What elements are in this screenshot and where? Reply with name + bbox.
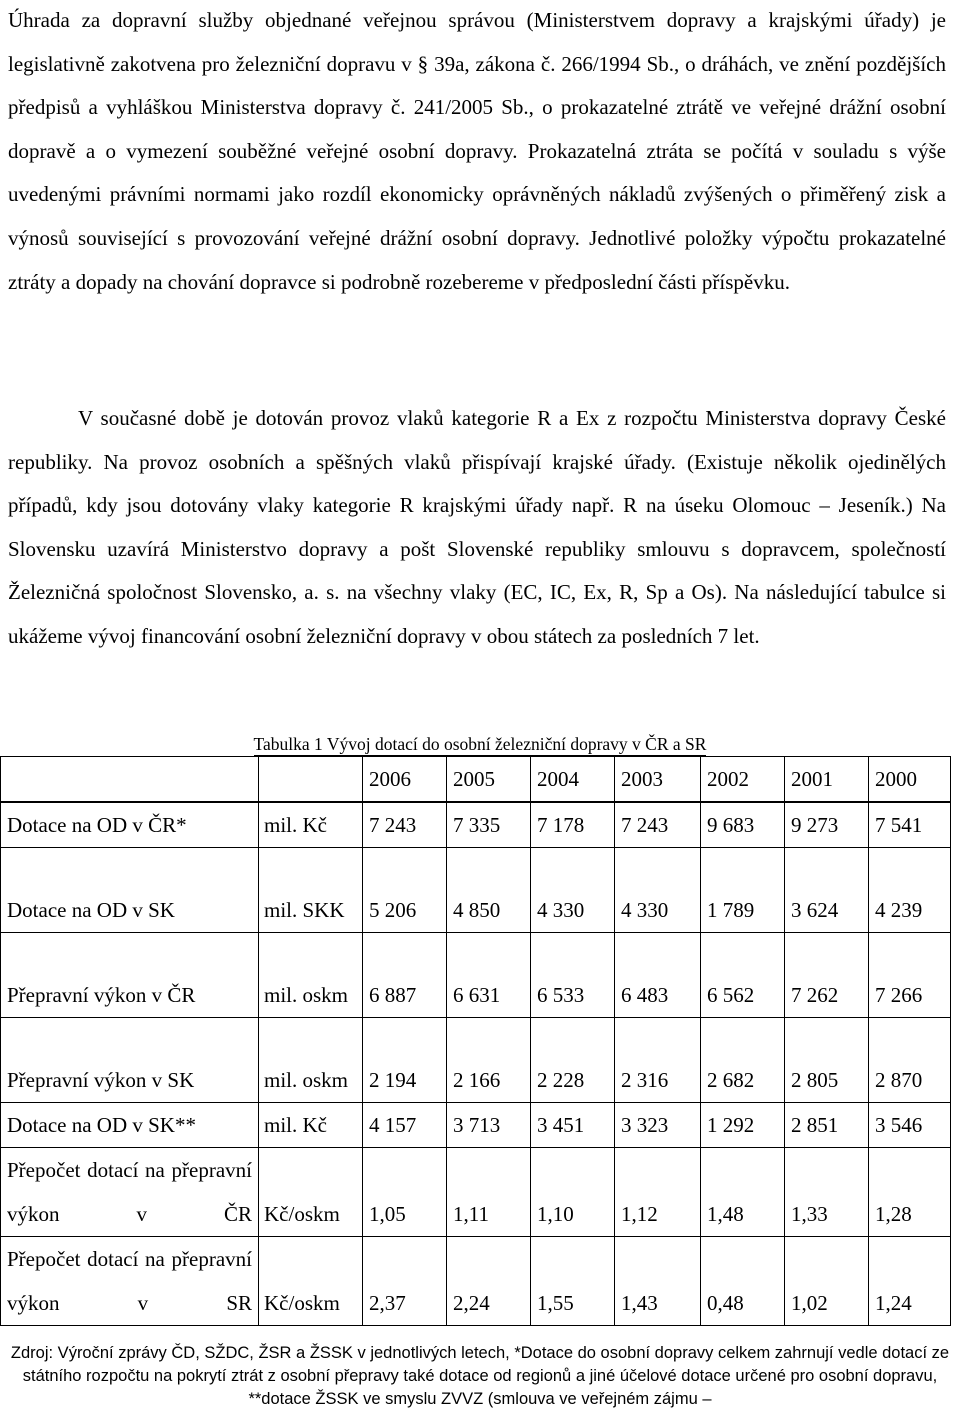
- row-label: [1, 1103, 259, 1148]
- table-cell-value: 1,11: [447, 1148, 531, 1237]
- table-cell-value: 2 316: [615, 1018, 701, 1103]
- table-cell-value: 4 330: [615, 848, 701, 933]
- table-row: [1, 1148, 951, 1237]
- table-cell-value: 4 850: [447, 848, 531, 933]
- paragraph-subsidies: V současné době je dotován provoz vlaků kategorie R a Ex z rozpočtu Ministerstva dopravy České republiky. Na provoz osobních a spěšných vlaků přispívají krajské úřady. (Existuje několik ojedinělých případů, kdy jsou dotovány vlaky kategorie R krajskými úřady např. R na úseku Olomouc – Jeseník.) Na Slovensku uzavírá Ministerstvo dopravy a pošt Slovenské republiky smlouvu s dopravcem, společností Železničná spoločnost Slovensko, a. s. na všechny vlaky (EC, IC, Ex, R, Sp a Os). Na následující tabulce si ukážeme vývoj financování osobní železniční dopravy v obou státech za posledních 7 let.: [8, 406, 946, 648]
- table-cell-value: 2 870: [869, 1018, 951, 1103]
- subsidy-table: [0, 756, 951, 1326]
- table-cell-value: 7 178: [531, 802, 615, 848]
- table-cell-value: 2 851: [785, 1103, 869, 1148]
- table-header-empty-cell: [259, 757, 363, 803]
- table-cell-value: 4 330: [531, 848, 615, 933]
- row-unit: mil. Kč: [259, 1103, 363, 1148]
- table-cell-value: 6 533: [531, 933, 615, 1018]
- table-cell-value: 3 451: [531, 1103, 615, 1148]
- table-header-year: 2005: [447, 757, 531, 803]
- row-unit: mil. oskm: [259, 933, 363, 1018]
- table-cell-value: 4 157: [363, 1103, 447, 1148]
- table-cell-value: 1,55: [531, 1237, 615, 1326]
- table-cell-value: 1,43: [615, 1237, 701, 1326]
- table-cell-value: 2,24: [447, 1237, 531, 1326]
- table-row: [1, 1103, 951, 1148]
- row-label-text: Přepočet dotací na přepravní výkon v ČR: [7, 1158, 252, 1226]
- table-cell-value: 1,48: [701, 1148, 785, 1237]
- table-row: [1, 933, 951, 1018]
- table-cell-value: 7 262: [785, 933, 869, 1018]
- table-header-year: 2001: [785, 757, 869, 803]
- table-cell-value: 6 887: [363, 933, 447, 1018]
- table-cell-value: 1,10: [531, 1148, 615, 1237]
- table-cell-value: 6 483: [615, 933, 701, 1018]
- table-cell-value: 6 562: [701, 933, 785, 1018]
- table-cell-value: 2 194: [363, 1018, 447, 1103]
- table-row: [1, 1237, 951, 1326]
- row-unit: Kč/oskm: [259, 1237, 363, 1326]
- table-cell-value: 3 713: [447, 1103, 531, 1148]
- row-label-text: Přepravní výkon v SK: [7, 1068, 195, 1092]
- table-row: [1, 1018, 951, 1103]
- table-header-year: 2004: [531, 757, 615, 803]
- row-label-text: Dotace na OD v SK**: [7, 1113, 196, 1137]
- row-label-text: Dotace na OD v SK: [7, 898, 175, 922]
- table-cell-value: 2 228: [531, 1018, 615, 1103]
- source-note: Zdroj: Výroční zprávy ČD, SŽDC, ŽSR a ŽSSK v jednotlivých letech, *Dotace do osobní dopravy celkem zahrnují vedle dotací ze státního rozpočtu na pokrytí ztrát z osobní přepravy také dotace od regionů a jiné účelové dotace určené pro osobní dopravu, **dotace ŽSSK ve smyslu ZVVZ (smlouva ve veřejném zájmu –: [10, 1344, 950, 1408]
- row-label: [1, 848, 259, 933]
- table-cell-value: 3 624: [785, 848, 869, 933]
- table-cell-value: 6 631: [447, 933, 531, 1018]
- row-unit: mil. Kč: [259, 802, 363, 848]
- table-header-row: [1, 757, 951, 803]
- table-caption-text: Tabulka 1 Vývoj dotací do osobní železniční dopravy v ČR a SR: [253, 734, 707, 754]
- table-cell-value: 9 683: [701, 802, 785, 848]
- row-unit: mil. SKK: [259, 848, 363, 933]
- table-cell-value: 7 243: [363, 802, 447, 848]
- table-cell-value: 4 239: [869, 848, 951, 933]
- row-label: [1, 1148, 259, 1237]
- table-header-empty-cell: [1, 757, 259, 803]
- row-label-text: Přepočet dotací na přepravní výkon v SR: [7, 1247, 252, 1315]
- table-header-year: 2006: [363, 757, 447, 803]
- table-cell-value: 1,02: [785, 1237, 869, 1326]
- row-label: [1, 1018, 259, 1103]
- table-cell-value: 1,12: [615, 1148, 701, 1237]
- table-cell-value: 7 541: [869, 802, 951, 848]
- table-row: [1, 848, 951, 933]
- paragraph-legislation: Úhrada za dopravní služby objednané veřejnou správou (Ministerstvem dopravy a krajskými úřady) je legislativně zakotvena pro železniční dopravu v § 39a, zákona č. 266/1994 Sb., o dráhách, ve znění pozdějších předpisů a vyhláškou Ministerstva dopravy č. 241/2005 Sb., o prokazatelné ztrátě ve veřejné drážní osobní dopravě a o vymezení souběžné veřejné osobní dopravy. Prokazatelná ztráta se počítá v souladu s výše uvedenými právními normami jako rozdíl ekonomicky oprávněných nákladů zvýšených o přiměřený zisk a výnosů související s provozování veřejné drážní osobní dopravy. Jednotlivé položky výpočtu prokazatelné ztráty a dopady na chování dopravce si podrobně rozebereme v předposlední části příspěvku.: [8, 8, 946, 294]
- table-body: [1, 757, 951, 1326]
- table-header-year: 2003: [615, 757, 701, 803]
- table-cell-value: 1 292: [701, 1103, 785, 1148]
- row-unit: mil. oskm: [259, 1018, 363, 1103]
- table-cell-value: 2 166: [447, 1018, 531, 1103]
- table-header-year: 2000: [869, 757, 951, 803]
- row-unit: Kč/oskm: [259, 1148, 363, 1237]
- table-header-year: 2002: [701, 757, 785, 803]
- table-cell-value: 1 789: [701, 848, 785, 933]
- table-cell-value: 9 273: [785, 802, 869, 848]
- table-cell-value: 5 206: [363, 848, 447, 933]
- table-cell-value: 2 805: [785, 1018, 869, 1103]
- table-cell-value: 0,48: [701, 1237, 785, 1326]
- table-cell-value: 7 243: [615, 802, 701, 848]
- row-label: [1, 1237, 259, 1326]
- row-label-text: Dotace na OD v ČR*: [7, 813, 187, 837]
- table-cell-value: 7 266: [869, 933, 951, 1018]
- table-cell-value: 3 546: [869, 1103, 951, 1148]
- row-label-text: Přepravní výkon v ČR: [7, 983, 196, 1007]
- row-label: [1, 802, 259, 848]
- table-cell-value: 2,37: [363, 1237, 447, 1326]
- table-cell-value: 1,33: [785, 1148, 869, 1237]
- table-row: [1, 802, 951, 848]
- table-cell-value: 1,05: [363, 1148, 447, 1237]
- table-cell-value: 1,24: [869, 1237, 951, 1326]
- table-cell-value: 7 335: [447, 802, 531, 848]
- table-cell-value: 2 682: [701, 1018, 785, 1103]
- table-cell-value: 1,28: [869, 1148, 951, 1237]
- table-cell-value: 3 323: [615, 1103, 701, 1148]
- table-caption: [0, 734, 960, 755]
- row-label: [1, 933, 259, 1018]
